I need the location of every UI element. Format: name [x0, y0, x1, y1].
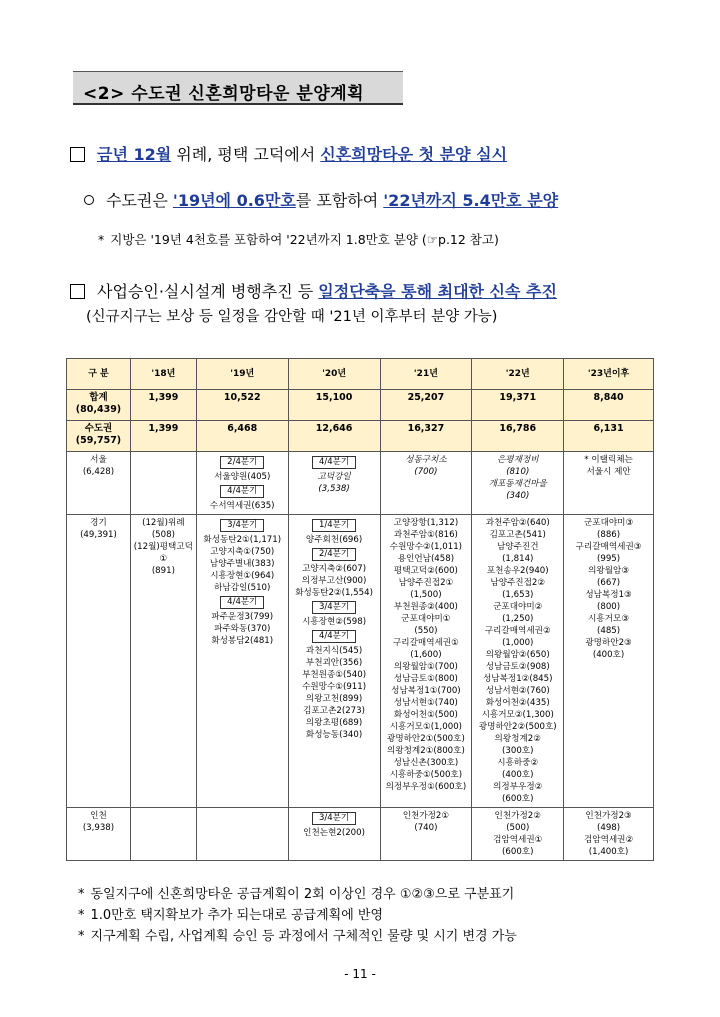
table-cell: [196, 515, 288, 808]
cell-entry: 인천가정2①: [402, 811, 450, 821]
table-header-row: [67, 359, 654, 390]
column-header: 구 분: [67, 359, 131, 390]
table-cell: 25,207: [380, 390, 472, 421]
cell-entry: (485): [597, 626, 621, 636]
cell-entry: (400호): [502, 770, 534, 780]
cell-entry: 파주운정3(799): [211, 612, 274, 622]
row-label: 서울 (6,428): [67, 452, 131, 515]
bullet-line-2: [84, 188, 558, 211]
cell-entry: 시흥거모②(1,300): [481, 710, 554, 720]
bullet-line-3: [70, 279, 557, 302]
cell-entry: (1,500): [410, 590, 442, 600]
cell-entry: 구리갈매역세권③: [575, 542, 642, 552]
cell-entry: 군포대야미①: [401, 614, 451, 624]
column-header: '19년: [196, 359, 288, 390]
sub-note: (신규지구는 보상 등 일정을 감안할 때 '21년 이후부터 분양 가능): [86, 309, 498, 325]
table-cell: 12,646: [288, 421, 380, 452]
circle-bullet-icon: [84, 195, 94, 205]
cell-entry: 의왕청계2②: [494, 734, 541, 744]
table-cell: [564, 452, 654, 515]
table-cell: [130, 808, 196, 861]
highlight-text: 신혼희망타운 첫 분양 실시: [320, 145, 508, 164]
cell-entry: 성남서현①(740): [393, 698, 458, 708]
highlight-text: 일정단축을 통해 최대한 신속 추진: [318, 282, 557, 301]
body-text: 사업승인·실시설계 병행추진 등: [97, 282, 319, 301]
cell-entry: 의정부우정②: [493, 782, 543, 792]
cell-entry: 성남금토②(908): [485, 662, 550, 672]
cell-entry: * 이탤릭체는: [584, 455, 633, 465]
footnote: * 동일지구에 신혼희망타운 공급계획이 2회 이상인 경우 ①②③으로 구분표기: [78, 887, 515, 902]
cell-entry: (886): [597, 530, 621, 540]
cell-entry: (810): [506, 467, 530, 477]
table-cell: 16,327: [380, 421, 472, 452]
cell-entry: (1,400호): [588, 847, 629, 857]
quarter-badge: 3/4분기: [220, 519, 264, 532]
cell-entry: 하남감일(510): [214, 583, 271, 593]
table-cell: [380, 808, 472, 861]
cell-entry: 성남신촌(300호): [393, 758, 459, 768]
cell-entry: 구리갈매역세권①: [393, 638, 459, 648]
cell-entry: 과천주암①(816): [393, 530, 458, 540]
cell-entry: 화성능동(340): [305, 730, 363, 740]
cell-entry: (600호): [502, 847, 534, 857]
square-bullet-icon: [70, 284, 85, 299]
table-row-gyeonggi: [67, 515, 654, 808]
cell-entry: 과천지식(545): [305, 646, 363, 656]
page-number: - 11 -: [344, 967, 376, 981]
cell-entry: 남양주별내(383): [209, 559, 275, 569]
table-cell: 15,100: [288, 390, 380, 421]
quarter-badge: 4/4분기: [220, 485, 264, 498]
cell-entry: 평택고덕②(600): [393, 566, 458, 576]
body-text: 위례, 평택 고덕에서: [171, 145, 321, 164]
cell-entry: 김포고촌(541): [489, 530, 546, 540]
quarter-badge: 2/4분기: [220, 456, 264, 469]
column-header: '22년: [472, 359, 564, 390]
note-line: [98, 230, 499, 248]
cell-entry: (340): [506, 491, 530, 501]
supply-plan-table: [66, 358, 654, 861]
cell-entry: 화성동탄2②(1,554): [295, 588, 373, 598]
cell-entry: (700): [414, 467, 438, 477]
table-row-seoul: [67, 452, 654, 515]
row-label: 인천 (3,938): [67, 808, 131, 861]
quarter-badge: 4/4분기: [312, 630, 356, 643]
cell-entry: 고양장항(1,312): [393, 518, 459, 528]
cell-entry: 과천주암②(640): [485, 518, 550, 528]
cell-entry: 인천가정2③: [585, 811, 632, 821]
cell-entry: 남양주진접2①: [398, 578, 454, 588]
table-cell: 10,522: [196, 390, 288, 421]
cell-entry: 의왕초평(689): [305, 718, 363, 728]
table-cell: [380, 515, 472, 808]
cell-entry: 화성어천②(435): [485, 698, 550, 708]
cell-entry: 의왕월암②(650): [485, 650, 550, 660]
quarter-badge: 2/4분기: [312, 548, 356, 561]
table-cell: [564, 808, 654, 861]
cell-entry: 광명하안2③: [585, 638, 632, 648]
table-row-capital: [67, 421, 654, 452]
cell-entry: (740): [414, 823, 438, 833]
body-text: 를 포함하여: [295, 191, 384, 210]
cell-entry: (891): [151, 566, 175, 576]
cell-entry: 광명하안2②(500호): [478, 722, 557, 732]
cell-entry: 인천가정2②: [494, 811, 541, 821]
footnotes: [78, 884, 517, 947]
bullet-line-1: [70, 142, 507, 165]
table-cell: 16,786: [472, 421, 564, 452]
cell-entry: 개포동재건마을: [488, 479, 547, 489]
table-cell: [472, 808, 564, 861]
square-bullet-icon: [70, 147, 85, 162]
cell-entry: 은평재정비: [496, 455, 539, 465]
footnote: * 지구계획 수립, 사업계획 승인 등 과정에서 구체적인 물량 및 시기 변경 가능: [78, 929, 517, 944]
highlight-text: '22년까지 5.4만호 분양: [383, 191, 559, 210]
cell-entry: 김포고촌2(273): [303, 706, 365, 716]
row-label: 경기 (49,391): [67, 515, 131, 808]
cell-entry: 수원망수①(911): [302, 682, 367, 692]
cell-entry: 포천송우2(940): [486, 566, 549, 576]
asterisk-icon: *: [98, 232, 105, 247]
column-header: '21년: [380, 359, 472, 390]
table-cell: [472, 515, 564, 808]
cell-entry: 화성봉담2(481): [211, 636, 274, 646]
table-cell: [196, 808, 288, 861]
cell-entry: 남양주진건: [496, 542, 539, 552]
table-cell: 19,371: [472, 390, 564, 421]
cell-entry: (667): [597, 578, 621, 588]
cell-entry: 성남복정1②(845): [482, 674, 553, 684]
footnote: * 1.0만호 택지확보가 추가 되는대로 공급계획에 반영: [78, 908, 383, 923]
cell-entry: 의정부고산(900): [301, 576, 367, 586]
cell-entry: 시흥장현①(964): [210, 571, 275, 581]
quarter-badge: 1/4분기: [312, 519, 356, 532]
cell-entry: 광명하안2①(500호): [387, 734, 465, 744]
cell-entry: (800): [597, 602, 621, 612]
cell-entry: 성남복정1③: [585, 590, 632, 600]
cell-entry: 서울시 제안: [586, 467, 631, 477]
cell-entry: 시흥거모①(1,000): [389, 722, 463, 732]
table-cell: [130, 515, 196, 808]
cell-entry: 부천원종①(540): [302, 670, 367, 680]
table-row-total: [67, 390, 654, 421]
table-cell: 1,399: [130, 421, 196, 452]
column-header: '20년: [288, 359, 380, 390]
cell-entry: (1,000): [502, 638, 534, 648]
table-cell: [288, 515, 380, 808]
row-label: 합계 (80,439): [67, 390, 131, 421]
cell-entry: 검암역세권②: [583, 835, 634, 845]
cell-entry: (498): [597, 823, 621, 833]
cell-entry: 시흥하중①(500호): [389, 770, 463, 780]
cell-entry: 구리갈매역세권②: [484, 626, 551, 636]
body-text: 지방은 '19년 4천호를 포함하여 '22년까지 1.8만호 분양 (☞p.12 참고): [110, 232, 499, 247]
table-row-incheon: [67, 808, 654, 861]
table-cell: [472, 452, 564, 515]
cell-entry: 고양지축①(750): [210, 547, 275, 557]
cell-entry: (508): [151, 530, 175, 540]
cell-entry: 남양주진접2②: [490, 578, 546, 588]
cell-entry: (12월)평택고덕①: [133, 542, 193, 564]
table-cell: 1,399: [130, 390, 196, 421]
section-title-box: [73, 71, 403, 105]
cell-entry: 화성동탄2①(1,171): [203, 535, 282, 545]
table-cell: 2/4분기 서울양원(405) 4/4분기 수서역세권(635): [196, 452, 288, 515]
cell-entry: 의왕고천(899): [305, 694, 363, 704]
cell-entry: 의정부우정①(600호): [385, 782, 467, 792]
column-header: '18년: [130, 359, 196, 390]
highlight-text: '19년에 0.6만호: [172, 191, 296, 210]
cell-entry: 용인언남(458): [397, 554, 455, 564]
table-cell: 6,131: [564, 421, 654, 452]
cell-entry: (12월)위례: [142, 518, 185, 528]
cell-entry: 양주회천(696): [305, 535, 363, 545]
table-cell: 3/4분기 인천논현2(200): [288, 808, 380, 861]
highlight-text: 금년 12월: [97, 145, 172, 164]
cell-entry: 부천괴안(356): [305, 658, 363, 668]
cell-entry: 고양지축②(607): [302, 564, 367, 574]
cell-entry: 의왕월암①(700): [393, 662, 458, 672]
section-title: <2> 수도권 신혼희망타운 분양계획: [83, 84, 365, 104]
cell-entry: 성남서현②(760): [485, 686, 550, 696]
cell-entry: 검암역세권①: [493, 835, 543, 845]
table-cell: [380, 452, 472, 515]
cell-entry: (1,653): [502, 590, 534, 600]
cell-entry: 의왕청계2①(800호): [387, 746, 465, 756]
cell-entry: 부천원종②(400): [393, 602, 458, 612]
cell-entry: (1,600): [410, 650, 442, 660]
cell-entry: (995): [597, 554, 621, 564]
column-header: '23년이후: [564, 359, 654, 390]
cell-entry: 군포대야미③: [583, 518, 634, 528]
cell-entry: 의왕월암③: [588, 566, 630, 576]
cell-entry: 성남복정1①(700): [391, 686, 461, 696]
cell-entry: 파주와동(370): [214, 624, 271, 634]
cell-entry: 성남금토①(800): [393, 674, 458, 684]
row-label: 수도권 (59,757): [67, 421, 131, 452]
quarter-badge: 4/4분기: [312, 456, 356, 469]
table-cell: [130, 452, 196, 515]
cell-entry: (400호): [592, 650, 625, 660]
table-cell: [564, 515, 654, 808]
cell-entry: (550): [414, 626, 438, 636]
cell-entry: (1,814): [502, 554, 534, 564]
cell-entry: (500): [506, 823, 530, 833]
table-cell: 4/4분기 고덕강일 (3,538): [288, 452, 380, 515]
body-text: 수도권은: [106, 191, 173, 210]
cell-entry: 시흥장현②(598): [302, 617, 367, 627]
cell-entry: 시흥거모③: [588, 614, 630, 624]
cell-entry: 화성어천①(500): [393, 710, 458, 720]
cell-entry: (600호): [502, 794, 534, 804]
table-cell: 6,468: [196, 421, 288, 452]
cell-entry: 성동구치소: [405, 455, 447, 465]
cell-entry: 군포대야미②: [493, 602, 543, 612]
cell-entry: 시흥하중②: [497, 758, 539, 768]
quarter-badge: 3/4분기: [312, 812, 356, 825]
cell-entry: 수원망수②(1,011): [389, 542, 463, 552]
quarter-badge: 4/4분기: [220, 596, 264, 609]
quarter-badge: 3/4분기: [312, 601, 356, 614]
table-cell: 8,840: [564, 390, 654, 421]
cell-entry: (1,250): [502, 614, 534, 624]
cell-entry: (300호): [502, 746, 534, 756]
